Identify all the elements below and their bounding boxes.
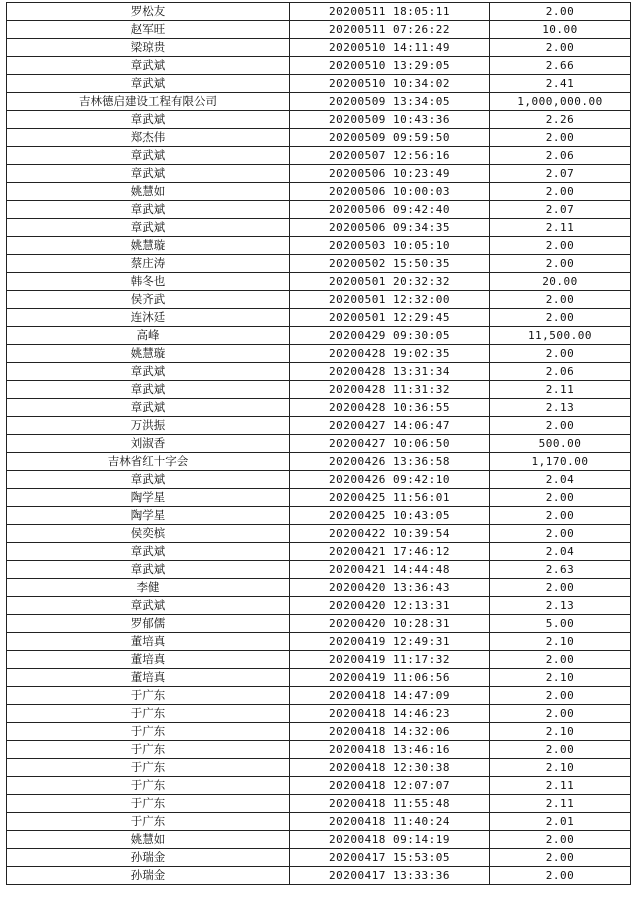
- donation-amount-cell: 2.00: [490, 651, 631, 669]
- donation-time-cell: 20200428 10:36:55: [290, 399, 490, 417]
- donation-amount-cell: 2.00: [490, 489, 631, 507]
- donor-name-cell: 侯奕槟: [7, 525, 290, 543]
- donor-name-cell: 董培真: [7, 651, 290, 669]
- donor-name-cell: 陶学星: [7, 507, 290, 525]
- table-row: [7, 147, 631, 165]
- donation-time-cell: 20200501 12:29:45: [290, 309, 490, 327]
- donation-amount-cell: 2.63: [490, 561, 631, 579]
- donor-name-cell: 刘淑香: [7, 435, 290, 453]
- donation-amount-cell: 2.00: [490, 237, 631, 255]
- donor-name-cell: 章武斌: [7, 399, 290, 417]
- donor-name-cell: 章武斌: [7, 111, 290, 129]
- donation-time-cell: 20200426 13:36:58: [290, 453, 490, 471]
- donor-name-cell: 于广东: [7, 723, 290, 741]
- donor-name-cell: 章武斌: [7, 597, 290, 615]
- donation-amount-cell: 2.00: [490, 291, 631, 309]
- donor-name-cell: 董培真: [7, 633, 290, 651]
- table-row: [7, 543, 631, 561]
- donor-name-cell: 章武斌: [7, 165, 290, 183]
- donor-name-cell: 吉林省红十字会: [7, 453, 290, 471]
- table-row: [7, 39, 631, 57]
- donation-amount-cell: 2.00: [490, 507, 631, 525]
- donation-amount-cell: 2.11: [490, 777, 631, 795]
- donation-time-cell: 20200420 10:28:31: [290, 615, 490, 633]
- donation-amount-cell: 2.10: [490, 759, 631, 777]
- donation-amount-cell: 2.06: [490, 363, 631, 381]
- donation-amount-cell: 2.00: [490, 687, 631, 705]
- donation-amount-cell: 11,500.00: [490, 327, 631, 345]
- donation-time-cell: 20200417 13:33:36: [290, 867, 490, 885]
- table-row: [7, 219, 631, 237]
- table-row: [7, 57, 631, 75]
- table-row: [7, 129, 631, 147]
- donation-amount-cell: 2.00: [490, 741, 631, 759]
- donation-time-cell: 20200510 14:11:49: [290, 39, 490, 57]
- donation-amount-cell: 2.07: [490, 201, 631, 219]
- table-row: [7, 615, 631, 633]
- donation-amount-cell: 2.13: [490, 597, 631, 615]
- donation-time-cell: 20200418 12:07:07: [290, 777, 490, 795]
- donation-time-cell: 20200509 10:43:36: [290, 111, 490, 129]
- donor-name-cell: 万洪振: [7, 417, 290, 435]
- donation-amount-cell: 2.00: [490, 183, 631, 201]
- donor-name-cell: 于广东: [7, 759, 290, 777]
- table-row: [7, 453, 631, 471]
- table-row: [7, 723, 631, 741]
- table-row: [7, 345, 631, 363]
- donation-time-cell: 20200501 12:32:00: [290, 291, 490, 309]
- donation-time-cell: 20200511 18:05:11: [290, 3, 490, 21]
- donation-time-cell: 20200506 09:34:35: [290, 219, 490, 237]
- table-row: [7, 525, 631, 543]
- table-row: [7, 327, 631, 345]
- donation-amount-cell: 2.00: [490, 849, 631, 867]
- table-row: [7, 363, 631, 381]
- donation-table: [6, 2, 631, 885]
- donation-time-cell: 20200421 14:44:48: [290, 561, 490, 579]
- donation-time-cell: 20200419 11:17:32: [290, 651, 490, 669]
- donation-time-cell: 20200428 13:31:34: [290, 363, 490, 381]
- donation-time-cell: 20200510 10:34:02: [290, 75, 490, 93]
- donation-time-cell: 20200509 09:59:50: [290, 129, 490, 147]
- donation-time-cell: 20200501 20:32:32: [290, 273, 490, 291]
- table-row: [7, 201, 631, 219]
- donation-time-cell: 20200506 10:00:03: [290, 183, 490, 201]
- donor-name-cell: 罗郁儒: [7, 615, 290, 633]
- donation-time-cell: 20200502 15:50:35: [290, 255, 490, 273]
- table-row: [7, 273, 631, 291]
- table-row: [7, 237, 631, 255]
- donation-time-cell: 20200420 13:36:43: [290, 579, 490, 597]
- donor-name-cell: 于广东: [7, 741, 290, 759]
- donation-time-cell: 20200426 09:42:10: [290, 471, 490, 489]
- donor-name-cell: 侯齐武: [7, 291, 290, 309]
- donation-time-cell: 20200418 11:55:48: [290, 795, 490, 813]
- donation-amount-cell: 2.00: [490, 309, 631, 327]
- donor-name-cell: 蔡庄涛: [7, 255, 290, 273]
- table-row: [7, 579, 631, 597]
- donation-time-cell: 20200425 11:56:01: [290, 489, 490, 507]
- donor-name-cell: 章武斌: [7, 363, 290, 381]
- donation-time-cell: 20200418 14:47:09: [290, 687, 490, 705]
- table-row: [7, 165, 631, 183]
- donor-name-cell: 连沐廷: [7, 309, 290, 327]
- donation-amount-cell: 2.04: [490, 471, 631, 489]
- donation-amount-cell: 5.00: [490, 615, 631, 633]
- donor-name-cell: 韩冬也: [7, 273, 290, 291]
- table-row: [7, 21, 631, 39]
- donor-name-cell: 姚慧如: [7, 183, 290, 201]
- table-row: [7, 3, 631, 21]
- table-row: [7, 561, 631, 579]
- table-row: [7, 777, 631, 795]
- donation-time-cell: 20200418 11:40:24: [290, 813, 490, 831]
- table-row: [7, 507, 631, 525]
- donation-time-cell: 20200428 19:02:35: [290, 345, 490, 363]
- table-row: [7, 489, 631, 507]
- table-row: [7, 399, 631, 417]
- donor-name-cell: 章武斌: [7, 543, 290, 561]
- donation-time-cell: 20200506 09:42:40: [290, 201, 490, 219]
- donation-amount-cell: 10.00: [490, 21, 631, 39]
- donation-time-cell: 20200511 07:26:22: [290, 21, 490, 39]
- donation-time-cell: 20200419 12:49:31: [290, 633, 490, 651]
- donation-time-cell: 20200503 10:05:10: [290, 237, 490, 255]
- donation-amount-cell: 2.01: [490, 813, 631, 831]
- donation-amount-cell: 2.00: [490, 39, 631, 57]
- table-row: [7, 705, 631, 723]
- donation-amount-cell: 2.00: [490, 255, 631, 273]
- donation-amount-cell: 2.11: [490, 381, 631, 399]
- table-row: [7, 597, 631, 615]
- table-row: [7, 93, 631, 111]
- donor-name-cell: 姚慧璇: [7, 237, 290, 255]
- table-row: [7, 381, 631, 399]
- donor-name-cell: 陶学星: [7, 489, 290, 507]
- table-row: [7, 849, 631, 867]
- donor-name-cell: 章武斌: [7, 147, 290, 165]
- donation-time-cell: 20200506 10:23:49: [290, 165, 490, 183]
- donation-amount-cell: 2.10: [490, 669, 631, 687]
- donor-name-cell: 梁琼贵: [7, 39, 290, 57]
- donor-name-cell: 吉林德启建设工程有限公司: [7, 93, 290, 111]
- donation-time-cell: 20200421 17:46:12: [290, 543, 490, 561]
- donation-amount-cell: 2.00: [490, 129, 631, 147]
- table-row: [7, 417, 631, 435]
- donation-amount-cell: 2.66: [490, 57, 631, 75]
- table-row: [7, 741, 631, 759]
- donation-amount-cell: 2.10: [490, 723, 631, 741]
- table-row: [7, 183, 631, 201]
- donation-time-cell: 20200418 09:14:19: [290, 831, 490, 849]
- donor-name-cell: 章武斌: [7, 381, 290, 399]
- donation-amount-cell: 2.41: [490, 75, 631, 93]
- donation-amount-cell: 2.00: [490, 417, 631, 435]
- table-row: [7, 831, 631, 849]
- donation-amount-cell: 1,000,000.00: [490, 93, 631, 111]
- table-row: [7, 291, 631, 309]
- donation-amount-cell: 2.00: [490, 345, 631, 363]
- donation-amount-cell: 2.04: [490, 543, 631, 561]
- donation-amount-cell: 2.00: [490, 3, 631, 21]
- donation-amount-cell: 1,170.00: [490, 453, 631, 471]
- donation-amount-cell: 2.13: [490, 399, 631, 417]
- table-row: [7, 309, 631, 327]
- donor-name-cell: 章武斌: [7, 561, 290, 579]
- donor-name-cell: 高峰: [7, 327, 290, 345]
- table-row: [7, 633, 631, 651]
- donation-time-cell: 20200417 15:53:05: [290, 849, 490, 867]
- donation-amount-cell: 2.00: [490, 831, 631, 849]
- donation-time-cell: 20200418 12:30:38: [290, 759, 490, 777]
- table-row: [7, 669, 631, 687]
- table-row: [7, 435, 631, 453]
- table-row: [7, 111, 631, 129]
- donation-time-cell: 20200429 09:30:05: [290, 327, 490, 345]
- table-row: [7, 75, 631, 93]
- donor-name-cell: 章武斌: [7, 57, 290, 75]
- donor-name-cell: 章武斌: [7, 219, 290, 237]
- donor-name-cell: 于广东: [7, 813, 290, 831]
- donation-amount-cell: 2.00: [490, 705, 631, 723]
- donor-name-cell: 李健: [7, 579, 290, 597]
- donation-time-cell: 20200422 10:39:54: [290, 525, 490, 543]
- donation-time-cell: 20200418 14:46:23: [290, 705, 490, 723]
- donor-name-cell: 姚慧如: [7, 831, 290, 849]
- table-row: [7, 795, 631, 813]
- donor-name-cell: 章武斌: [7, 471, 290, 489]
- donor-name-cell: 董培真: [7, 669, 290, 687]
- donation-amount-cell: 2.00: [490, 579, 631, 597]
- table-row: [7, 867, 631, 885]
- donor-name-cell: 章武斌: [7, 75, 290, 93]
- donor-name-cell: 于广东: [7, 705, 290, 723]
- donor-name-cell: 于广东: [7, 795, 290, 813]
- donation-amount-cell: 2.00: [490, 525, 631, 543]
- donation-amount-cell: 500.00: [490, 435, 631, 453]
- donation-time-cell: 20200428 11:31:32: [290, 381, 490, 399]
- donor-name-cell: 章武斌: [7, 201, 290, 219]
- table-row: [7, 471, 631, 489]
- donation-amount-cell: 2.10: [490, 633, 631, 651]
- donation-time-cell: 20200510 13:29:05: [290, 57, 490, 75]
- donor-name-cell: 孙瑞金: [7, 867, 290, 885]
- donor-name-cell: 赵军旺: [7, 21, 290, 39]
- donation-amount-cell: 2.07: [490, 165, 631, 183]
- table-row: [7, 255, 631, 273]
- donation-time-cell: 20200418 14:32:06: [290, 723, 490, 741]
- donor-name-cell: 于广东: [7, 687, 290, 705]
- donor-name-cell: 郑杰伟: [7, 129, 290, 147]
- donation-time-cell: 20200427 14:06:47: [290, 417, 490, 435]
- donation-amount-cell: 2.06: [490, 147, 631, 165]
- donation-time-cell: 20200420 12:13:31: [290, 597, 490, 615]
- table-row: [7, 813, 631, 831]
- donor-name-cell: 于广东: [7, 777, 290, 795]
- donor-name-cell: 姚慧璇: [7, 345, 290, 363]
- table-row: [7, 759, 631, 777]
- donation-table-body: [7, 3, 631, 885]
- table-row: [7, 651, 631, 669]
- donation-amount-cell: 2.26: [490, 111, 631, 129]
- donor-name-cell: 罗松友: [7, 3, 290, 21]
- donation-amount-cell: 2.11: [490, 219, 631, 237]
- donation-time-cell: 20200427 10:06:50: [290, 435, 490, 453]
- donation-time-cell: 20200418 13:46:16: [290, 741, 490, 759]
- donation-amount-cell: 2.00: [490, 867, 631, 885]
- donor-name-cell: 孙瑞金: [7, 849, 290, 867]
- donation-amount-cell: 2.11: [490, 795, 631, 813]
- table-row: [7, 687, 631, 705]
- donation-time-cell: 20200425 10:43:05: [290, 507, 490, 525]
- donation-amount-cell: 20.00: [490, 273, 631, 291]
- donation-time-cell: 20200419 11:06:56: [290, 669, 490, 687]
- donation-time-cell: 20200507 12:56:16: [290, 147, 490, 165]
- donation-time-cell: 20200509 13:34:05: [290, 93, 490, 111]
